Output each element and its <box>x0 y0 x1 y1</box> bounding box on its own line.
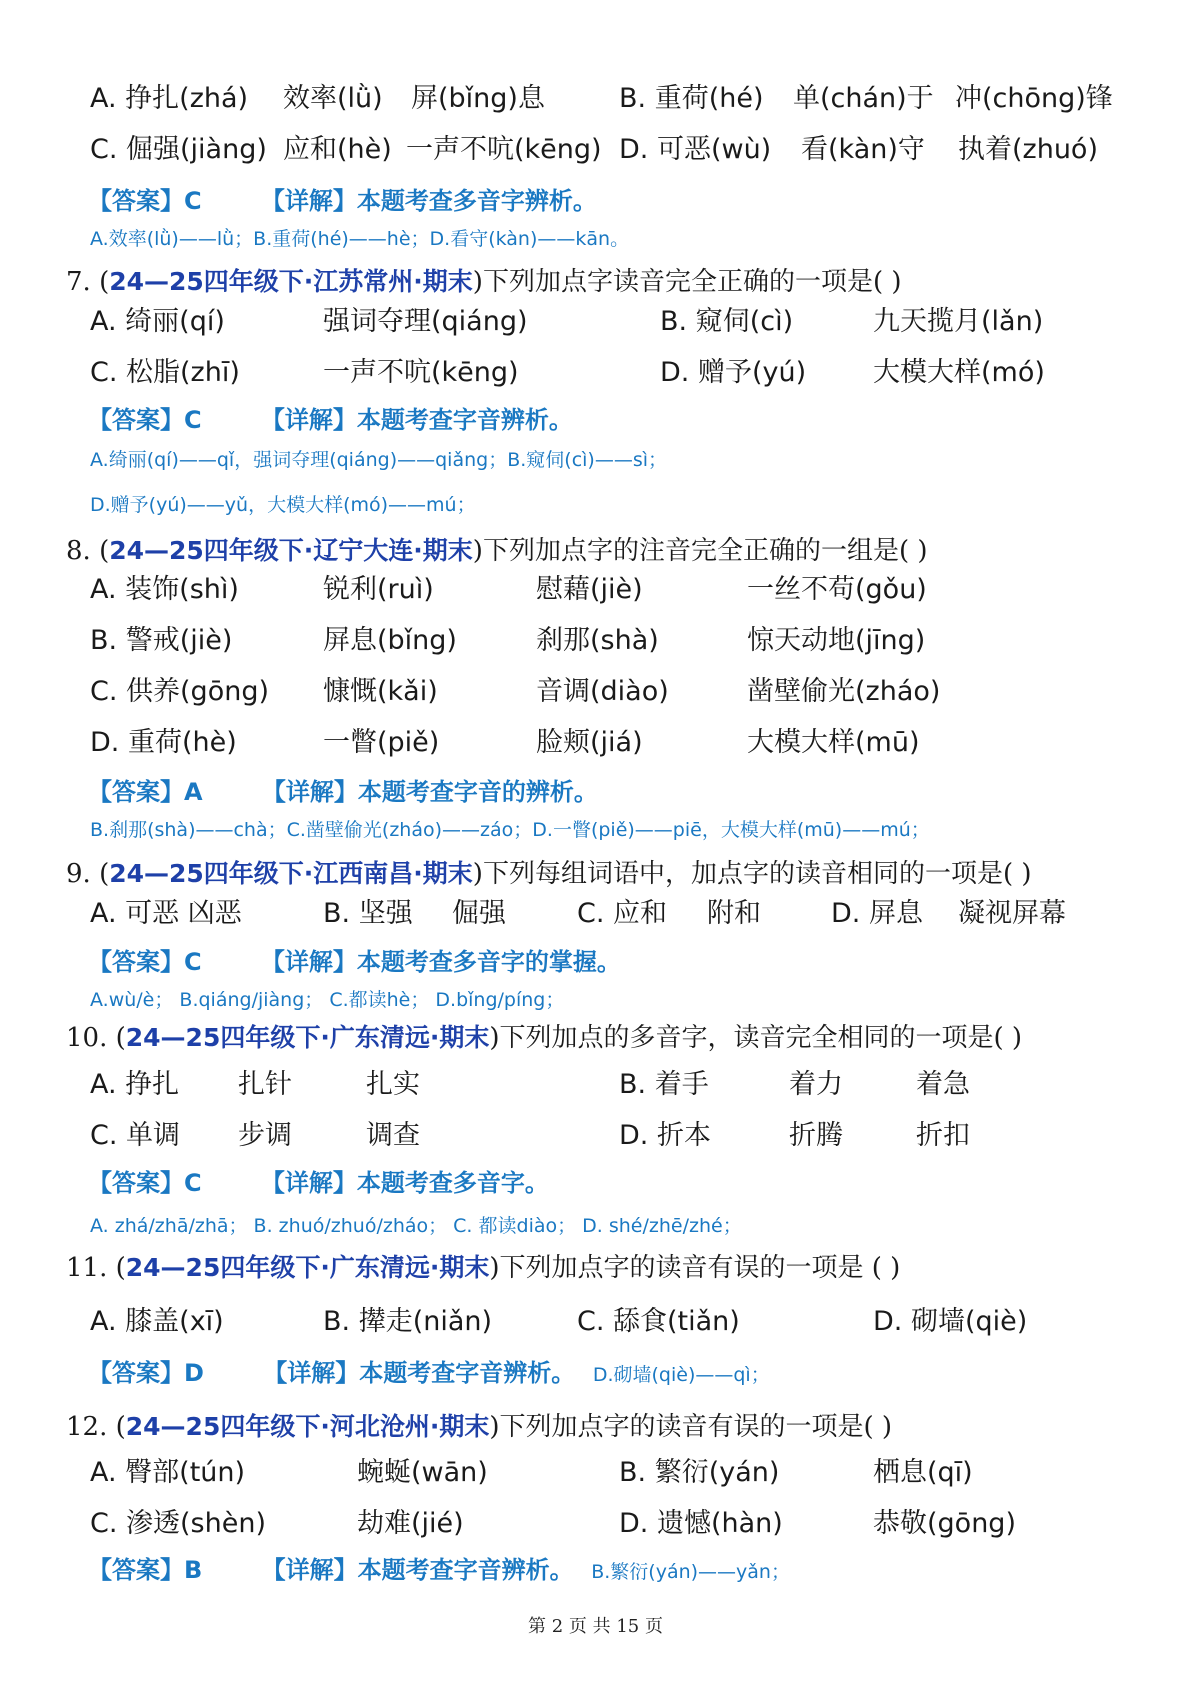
q11-answer-line <box>88 1358 770 1388</box>
q7-option-d-word2: 大模大样(mó) <box>873 357 1045 388</box>
q7-option-d-word1: D. 赠予(yú) <box>660 357 807 388</box>
q10-option-b-word1: B. 着手 <box>619 1069 709 1100</box>
q6-option-d-word1: D. 可恶(wù) <box>619 134 772 165</box>
detail-text: 【详解】本题考查字音辨析。 <box>263 1359 576 1387</box>
q11-stem <box>66 1251 900 1285</box>
q12-option-c-word1: C. 渗透(shèn) <box>90 1508 266 1539</box>
question-text: )下列加点字读音完全正确的一项是( ) <box>472 267 902 297</box>
q10-option-c-word2: 步调 <box>238 1120 292 1151</box>
q8-option-a-word4: 一丝不苟(gǒu) <box>747 574 927 605</box>
question-number: 7. ( <box>66 267 110 297</box>
q12-explanation: B.繁衍(yán)——yǎn； <box>591 1561 790 1583</box>
q10-option-d-word3: 折扣 <box>916 1120 970 1151</box>
question-text: )下列加点字的读音有误的一项是 ( ) <box>489 1253 901 1283</box>
q9-option-a: A. 可恶 凶恶 <box>90 898 242 929</box>
q6-option-d-word3: 执着(zhuó) <box>958 134 1098 165</box>
q11-explanation: D.砌墙(qiè)——qì； <box>592 1364 770 1386</box>
question-number: 8. ( <box>66 536 110 566</box>
q6-option-b-word2: 单(chán)于 <box>793 83 934 114</box>
q9-option-c-word2: 附和 <box>707 898 761 929</box>
q6-option-c-word2: 应和(hè) <box>283 134 392 165</box>
q9-option-d-word1: D. 屏息 <box>831 898 923 929</box>
q7-option-c-word1: C. 松脂(zhī) <box>90 357 240 388</box>
q6-option-c-word1: C. 倔强(jiàng) <box>90 134 267 165</box>
q7-option-c-word2: 一声不吭(kēng) <box>323 357 519 388</box>
q8-option-b-word4: 惊天动地(jīng) <box>747 625 926 656</box>
q8-stem <box>66 534 928 568</box>
q6-explanation: A.效率(lǜ)——lǜ；B.重荷(hé)——hè；D.看守(kàn)——kān。 <box>90 228 630 250</box>
q10-option-a-word3: 扎实 <box>366 1069 420 1100</box>
question-source: 24—25四年级下·河北沧州·期末 <box>125 1412 490 1441</box>
q8-option-d-word1: D. 重荷(hè) <box>90 727 237 758</box>
detail-text: 【详解】本题考查多音字辨析。 <box>260 187 597 215</box>
q10-option-a-word2: 扎针 <box>238 1069 292 1100</box>
q8-option-a-word1: A. 装饰(shì) <box>90 574 239 605</box>
q9-option-b-word2: 倔强 <box>452 898 506 929</box>
q12-option-b-word2: 栖息(qī) <box>873 1457 973 1488</box>
detail-text: 【详解】本题考查多音字的掌握。 <box>260 948 621 976</box>
q7-answer-line <box>88 405 573 435</box>
q8-option-d-word3: 脸颊(jiá) <box>536 727 643 758</box>
question-source: 24—25四年级下·江西南昌·期末 <box>109 859 473 888</box>
q7-option-a-word1: A. 绮丽(qí) <box>90 306 225 337</box>
q7-option-a-word2: 强词夺理(qiáng) <box>323 306 528 337</box>
q8-option-c-word2: 慷慨(kǎi) <box>323 676 438 707</box>
question-source: 24—25四年级下·辽宁大连·期末 <box>109 536 473 565</box>
q11-option-d: D. 砌墙(qiè) <box>873 1306 1028 1337</box>
q9-option-d-word2: 凝视屏幕 <box>958 898 1066 929</box>
question-text: )下列加点字的注音完全正确的一组是( ) <box>472 536 928 566</box>
q6-option-d-word2: 看(kàn)守 <box>801 134 925 165</box>
q12-option-c-word2: 劫难(jié) <box>357 1508 464 1539</box>
q8-option-b-word3: 刹那(shà) <box>536 625 659 656</box>
q11-option-a: A. 膝盖(xī) <box>90 1306 224 1337</box>
q11-option-c: C. 舔食(tiǎn) <box>577 1306 740 1337</box>
q8-option-a-word2: 锐利(ruì) <box>323 574 434 605</box>
question-number: 12. ( <box>66 1412 126 1442</box>
q10-answer-line <box>88 1168 549 1198</box>
q10-option-b-word3: 着急 <box>916 1069 970 1100</box>
answer-label: 【答案】A <box>88 778 203 806</box>
question-text: )下列加点字的读音有误的一项是( ) <box>489 1412 893 1442</box>
q8-option-c-word4: 凿壁偷光(zháo) <box>747 676 941 707</box>
q7-stem <box>66 265 902 299</box>
q12-option-b-word1: B. 繁衍(yán) <box>619 1457 780 1488</box>
q6-option-b-word3: 冲(chōng)锋 <box>955 83 1113 114</box>
page-number-footer: 第 2 页 共 15 页 <box>528 1616 663 1637</box>
q8-option-b-word1: B. 警戒(jiè) <box>90 625 233 656</box>
q8-option-d-word2: 一瞥(piě) <box>323 727 440 758</box>
q6-option-c-word3: 一声不吭(kēng) <box>406 134 602 165</box>
question-source: 24—25四年级下·广东清远·期末 <box>125 1253 490 1282</box>
answer-label: 【答案】B <box>88 1556 203 1584</box>
question-number: 10. ( <box>66 1023 126 1053</box>
q8-option-d-word4: 大模大样(mū) <box>747 727 920 758</box>
detail-text: 【详解】本题考查字音的辨析。 <box>261 778 598 806</box>
q10-option-b-word2: 着力 <box>789 1069 843 1100</box>
answer-label: 【答案】D <box>88 1359 204 1387</box>
q11-option-b: B. 撵走(niǎn) <box>323 1306 493 1337</box>
q9-option-c-word1: C. 应和 <box>577 898 668 929</box>
q12-option-a-word1: A. 臀部(tún) <box>90 1457 246 1488</box>
q7-option-b-word1: B. 窥伺(cì) <box>660 306 794 337</box>
q10-stem <box>66 1021 1022 1055</box>
answer-label: 【答案】C <box>88 406 202 434</box>
q7-explanation-2: D.赠予(yú)——yǔ，大模大样(mó)——mú； <box>90 494 476 516</box>
q10-option-c-word1: C. 单调 <box>90 1120 181 1151</box>
q6-option-a-word3: 屏(bǐng)息 <box>411 83 545 114</box>
q7-explanation-1: A.绮丽(qí)——qǐ，强词夺理(qiáng)——qiǎng；B.窥伺(cì)——sì； <box>90 449 668 471</box>
q12-option-d-word2: 恭敬(gōng) <box>873 1508 1016 1539</box>
q6-option-a-word2: 效率(lǜ) <box>283 83 383 114</box>
q10-option-a-word1: A. 挣扎 <box>90 1069 180 1100</box>
question-text: )下列每组词语中，加点字的读音相同的一项是( ) <box>472 859 1032 889</box>
question-number: 9. ( <box>66 859 110 889</box>
detail-text: 【详解】本题考查字音辨析。 <box>261 1556 574 1584</box>
q10-option-d-word1: D. 折本 <box>619 1120 711 1151</box>
answer-label: 【答案】C <box>88 187 202 215</box>
q8-option-c-word1: C. 供养(gōng) <box>90 676 269 707</box>
q12-option-a-word2: 蜿蜒(wān) <box>357 1457 488 1488</box>
q6-answer-line <box>88 186 597 216</box>
q9-option-b-word1: B. 坚强 <box>323 898 413 929</box>
q9-explanation: A.wù/è； B.qiáng/jiàng； C.都读hè； D.bǐng/píng； <box>90 989 565 1011</box>
q12-option-d-word1: D. 遗憾(hàn) <box>619 1508 783 1539</box>
q8-answer-line <box>88 777 598 807</box>
q10-option-c-word3: 调查 <box>366 1120 420 1151</box>
q8-option-b-word2: 屏息(bǐng) <box>323 625 457 656</box>
q8-option-c-word3: 音调(diào) <box>536 676 669 707</box>
q12-stem <box>66 1410 892 1444</box>
q7-option-b-word2: 九天揽月(lǎn) <box>873 306 1044 337</box>
q9-answer-line <box>88 947 621 977</box>
question-source: 24—25四年级下·广东清远·期末 <box>125 1023 490 1052</box>
q10-explanation: A. zhá/zhā/zhā； B. zhuó/zhuó/zháo； C. 都读diào； D. shé/zhē/zhé； <box>90 1215 742 1237</box>
q8-explanation: B.刹那(shà)——chà；C.凿壁偷光(zháo)——záo；D.一瞥(piě)——piē，大模大样(mū)——mú； <box>90 819 930 841</box>
q12-answer-line <box>88 1555 790 1585</box>
detail-text: 【详解】本题考查多音字。 <box>260 1169 549 1197</box>
q6-option-b-word1: B. 重荷(hé) <box>619 83 764 114</box>
question-number: 11. ( <box>66 1253 126 1283</box>
answer-label: 【答案】C <box>88 1169 202 1197</box>
q6-option-a-word1: A. 挣扎(zhá) <box>90 83 249 114</box>
detail-text: 【详解】本题考查字音辨析。 <box>260 406 573 434</box>
question-text: )下列加点的多音字，读音完全相同的一项是( ) <box>489 1023 1023 1053</box>
answer-label: 【答案】C <box>88 948 202 976</box>
q9-stem <box>66 857 1032 891</box>
question-source: 24—25四年级下·江苏常州·期末 <box>109 267 473 296</box>
q8-option-a-word3: 慰藉(jiè) <box>536 574 643 605</box>
q10-option-d-word2: 折腾 <box>789 1120 843 1151</box>
